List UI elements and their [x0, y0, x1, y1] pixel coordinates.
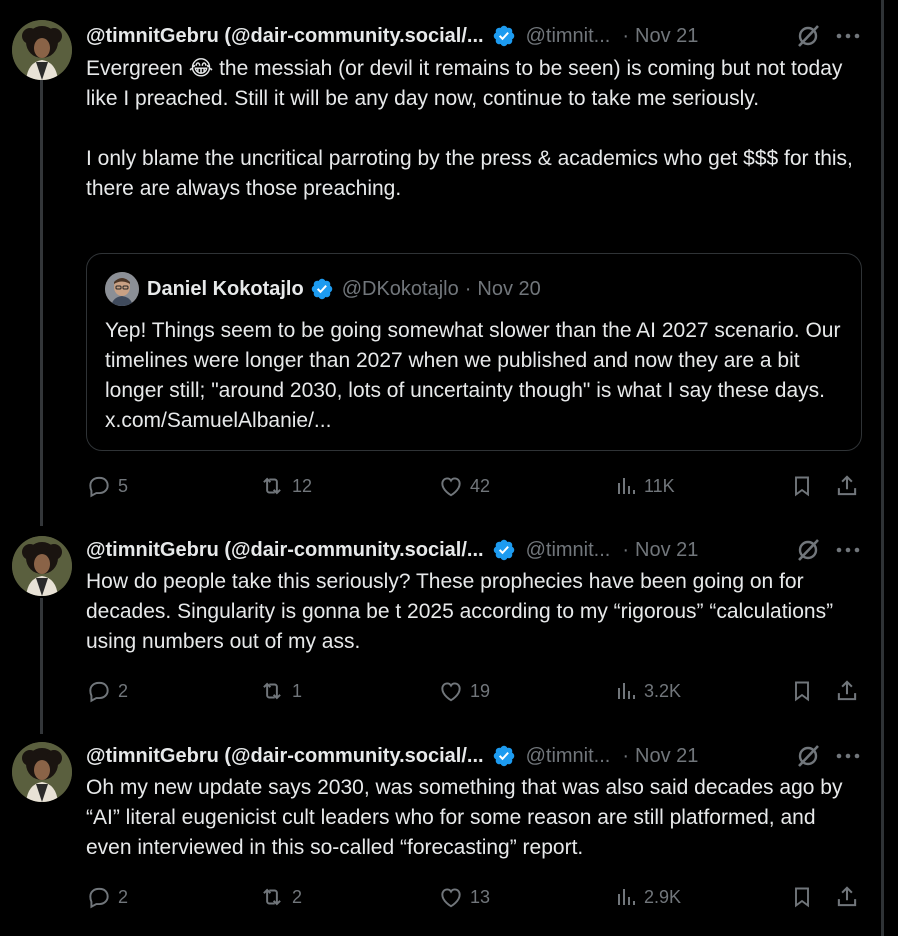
views-button[interactable]: [614, 676, 681, 706]
repost-icon: [258, 884, 286, 910]
like-icon: [438, 473, 464, 499]
handle[interactable]: @timnit...: [525, 24, 611, 47]
reply-icon: [86, 678, 112, 704]
separator-dot: ·: [622, 538, 630, 561]
separator-dot: ·: [464, 277, 472, 300]
reply-count: 2: [118, 680, 129, 701]
tweet-header: [86, 742, 698, 770]
timestamp[interactable]: Nov 21: [635, 744, 699, 767]
display-name[interactable]: Daniel Kokotajlo: [147, 277, 304, 300]
reply-button[interactable]: [86, 471, 128, 501]
like-count: 13: [470, 886, 491, 907]
avatar[interactable]: [12, 742, 72, 802]
share-button[interactable]: [834, 676, 860, 706]
share-icon: [834, 884, 860, 910]
quoted-tweet[interactable]: [86, 253, 862, 451]
views-icon: [614, 678, 638, 704]
repost-count: 2: [292, 886, 303, 907]
bookmark-icon: [790, 884, 814, 910]
reply-button[interactable]: [86, 676, 128, 706]
timestamp[interactable]: Nov 21: [635, 538, 699, 561]
repost-icon: [258, 678, 286, 704]
bookmark-button[interactable]: [790, 676, 814, 706]
action-bar: [86, 471, 866, 501]
action-bar: [86, 882, 866, 912]
reply-button[interactable]: [86, 882, 128, 912]
more-icon[interactable]: [834, 22, 862, 50]
repost-count: 12: [292, 475, 313, 496]
tweet-header: [86, 536, 698, 564]
quoted-header: [147, 276, 541, 302]
display-name[interactable]: @timnitGebru (@dair-community.social/...: [86, 24, 484, 47]
share-button[interactable]: [834, 882, 860, 912]
more-icon[interactable]: [834, 536, 862, 564]
like-button[interactable]: [438, 882, 490, 912]
like-count: 42: [470, 475, 491, 496]
grok-icon[interactable]: [794, 22, 822, 50]
repost-button[interactable]: [258, 471, 312, 501]
share-button[interactable]: [834, 471, 860, 501]
reply-count: 2: [118, 886, 129, 907]
verified-badge-icon[interactable]: [492, 24, 516, 48]
views-button[interactable]: [614, 882, 681, 912]
share-icon: [834, 678, 860, 704]
action-bar: [86, 676, 866, 706]
timestamp[interactable]: Nov 21: [635, 24, 699, 47]
tweet-text: How do people take this seriously? These prophecies have been going on for decades. Singularity is gonna be t 2025 according to my “rigorous” “calculations” using numbers out of my ass.: [86, 570, 839, 653]
tweet-text: Oh my new update says 2030, was something that was also said decades ago by “AI” literal eugenicist cult leaders who for some reason are still platformed, and even interviewed in this so-called “forecasting” report.: [86, 776, 849, 859]
like-icon: [438, 884, 464, 910]
like-count: 19: [470, 680, 491, 701]
verified-badge-icon[interactable]: [310, 277, 334, 301]
display-name[interactable]: @timnitGebru (@dair-community.social/...: [86, 744, 484, 767]
like-button[interactable]: [438, 676, 490, 706]
quoted-text: Yep! Things seem to be going somewhat slower than the AI 2027 scenario. Our timelines were longer than 2027 when we published and now they are a bit longer still; "around 2030, lots of uncertainty though" is what I say these days. x.com/SamuelAlbanie/...: [105, 319, 847, 432]
reply-icon: [86, 473, 112, 499]
tweet-text: Evergreen 😂 the messiah (or devil it remains to be seen) is coming but not today like I preached. Still it will be any day now, continue to take me seriously. I only blame the uncritical parroting by the press & academics who get $$$ for this, there are always those preaching.: [86, 57, 853, 200]
handle[interactable]: @DKokotajlo: [341, 277, 459, 300]
like-icon: [438, 678, 464, 704]
verified-badge-icon[interactable]: [492, 744, 516, 768]
avatar[interactable]: [12, 20, 72, 80]
avatar[interactable]: [105, 272, 139, 306]
display-name[interactable]: @timnitGebru (@dair-community.social/...: [86, 538, 484, 561]
views-count: 3.2K: [644, 680, 682, 701]
handle[interactable]: @timnit...: [525, 538, 611, 561]
repost-count: 1: [292, 680, 303, 701]
tweet[interactable]: [0, 520, 884, 732]
reply-icon: [86, 884, 112, 910]
separator-dot: ·: [622, 24, 630, 47]
more-icon[interactable]: [834, 742, 862, 770]
bookmark-icon: [790, 473, 814, 499]
views-button[interactable]: [614, 471, 675, 501]
bookmark-button[interactable]: [790, 882, 814, 912]
tweet-header: [86, 22, 698, 50]
views-icon: [614, 884, 638, 910]
bookmark-button[interactable]: [790, 471, 814, 501]
reply-count: 5: [118, 475, 129, 496]
repost-button[interactable]: [258, 882, 302, 912]
handle[interactable]: @timnit...: [525, 744, 611, 767]
views-icon: [614, 473, 638, 499]
tweet[interactable]: [0, 732, 884, 936]
separator-dot: ·: [622, 744, 630, 767]
grok-icon[interactable]: [794, 536, 822, 564]
share-icon: [834, 473, 860, 499]
views-count: 11K: [644, 475, 675, 496]
timestamp[interactable]: Nov 20: [477, 277, 541, 300]
views-count: 2.9K: [644, 886, 682, 907]
verified-badge-icon[interactable]: [492, 538, 516, 562]
repost-icon: [258, 473, 286, 499]
bookmark-icon: [790, 678, 814, 704]
like-button[interactable]: [438, 471, 490, 501]
avatar[interactable]: [12, 536, 72, 596]
repost-button[interactable]: [258, 676, 302, 706]
grok-icon[interactable]: [794, 742, 822, 770]
